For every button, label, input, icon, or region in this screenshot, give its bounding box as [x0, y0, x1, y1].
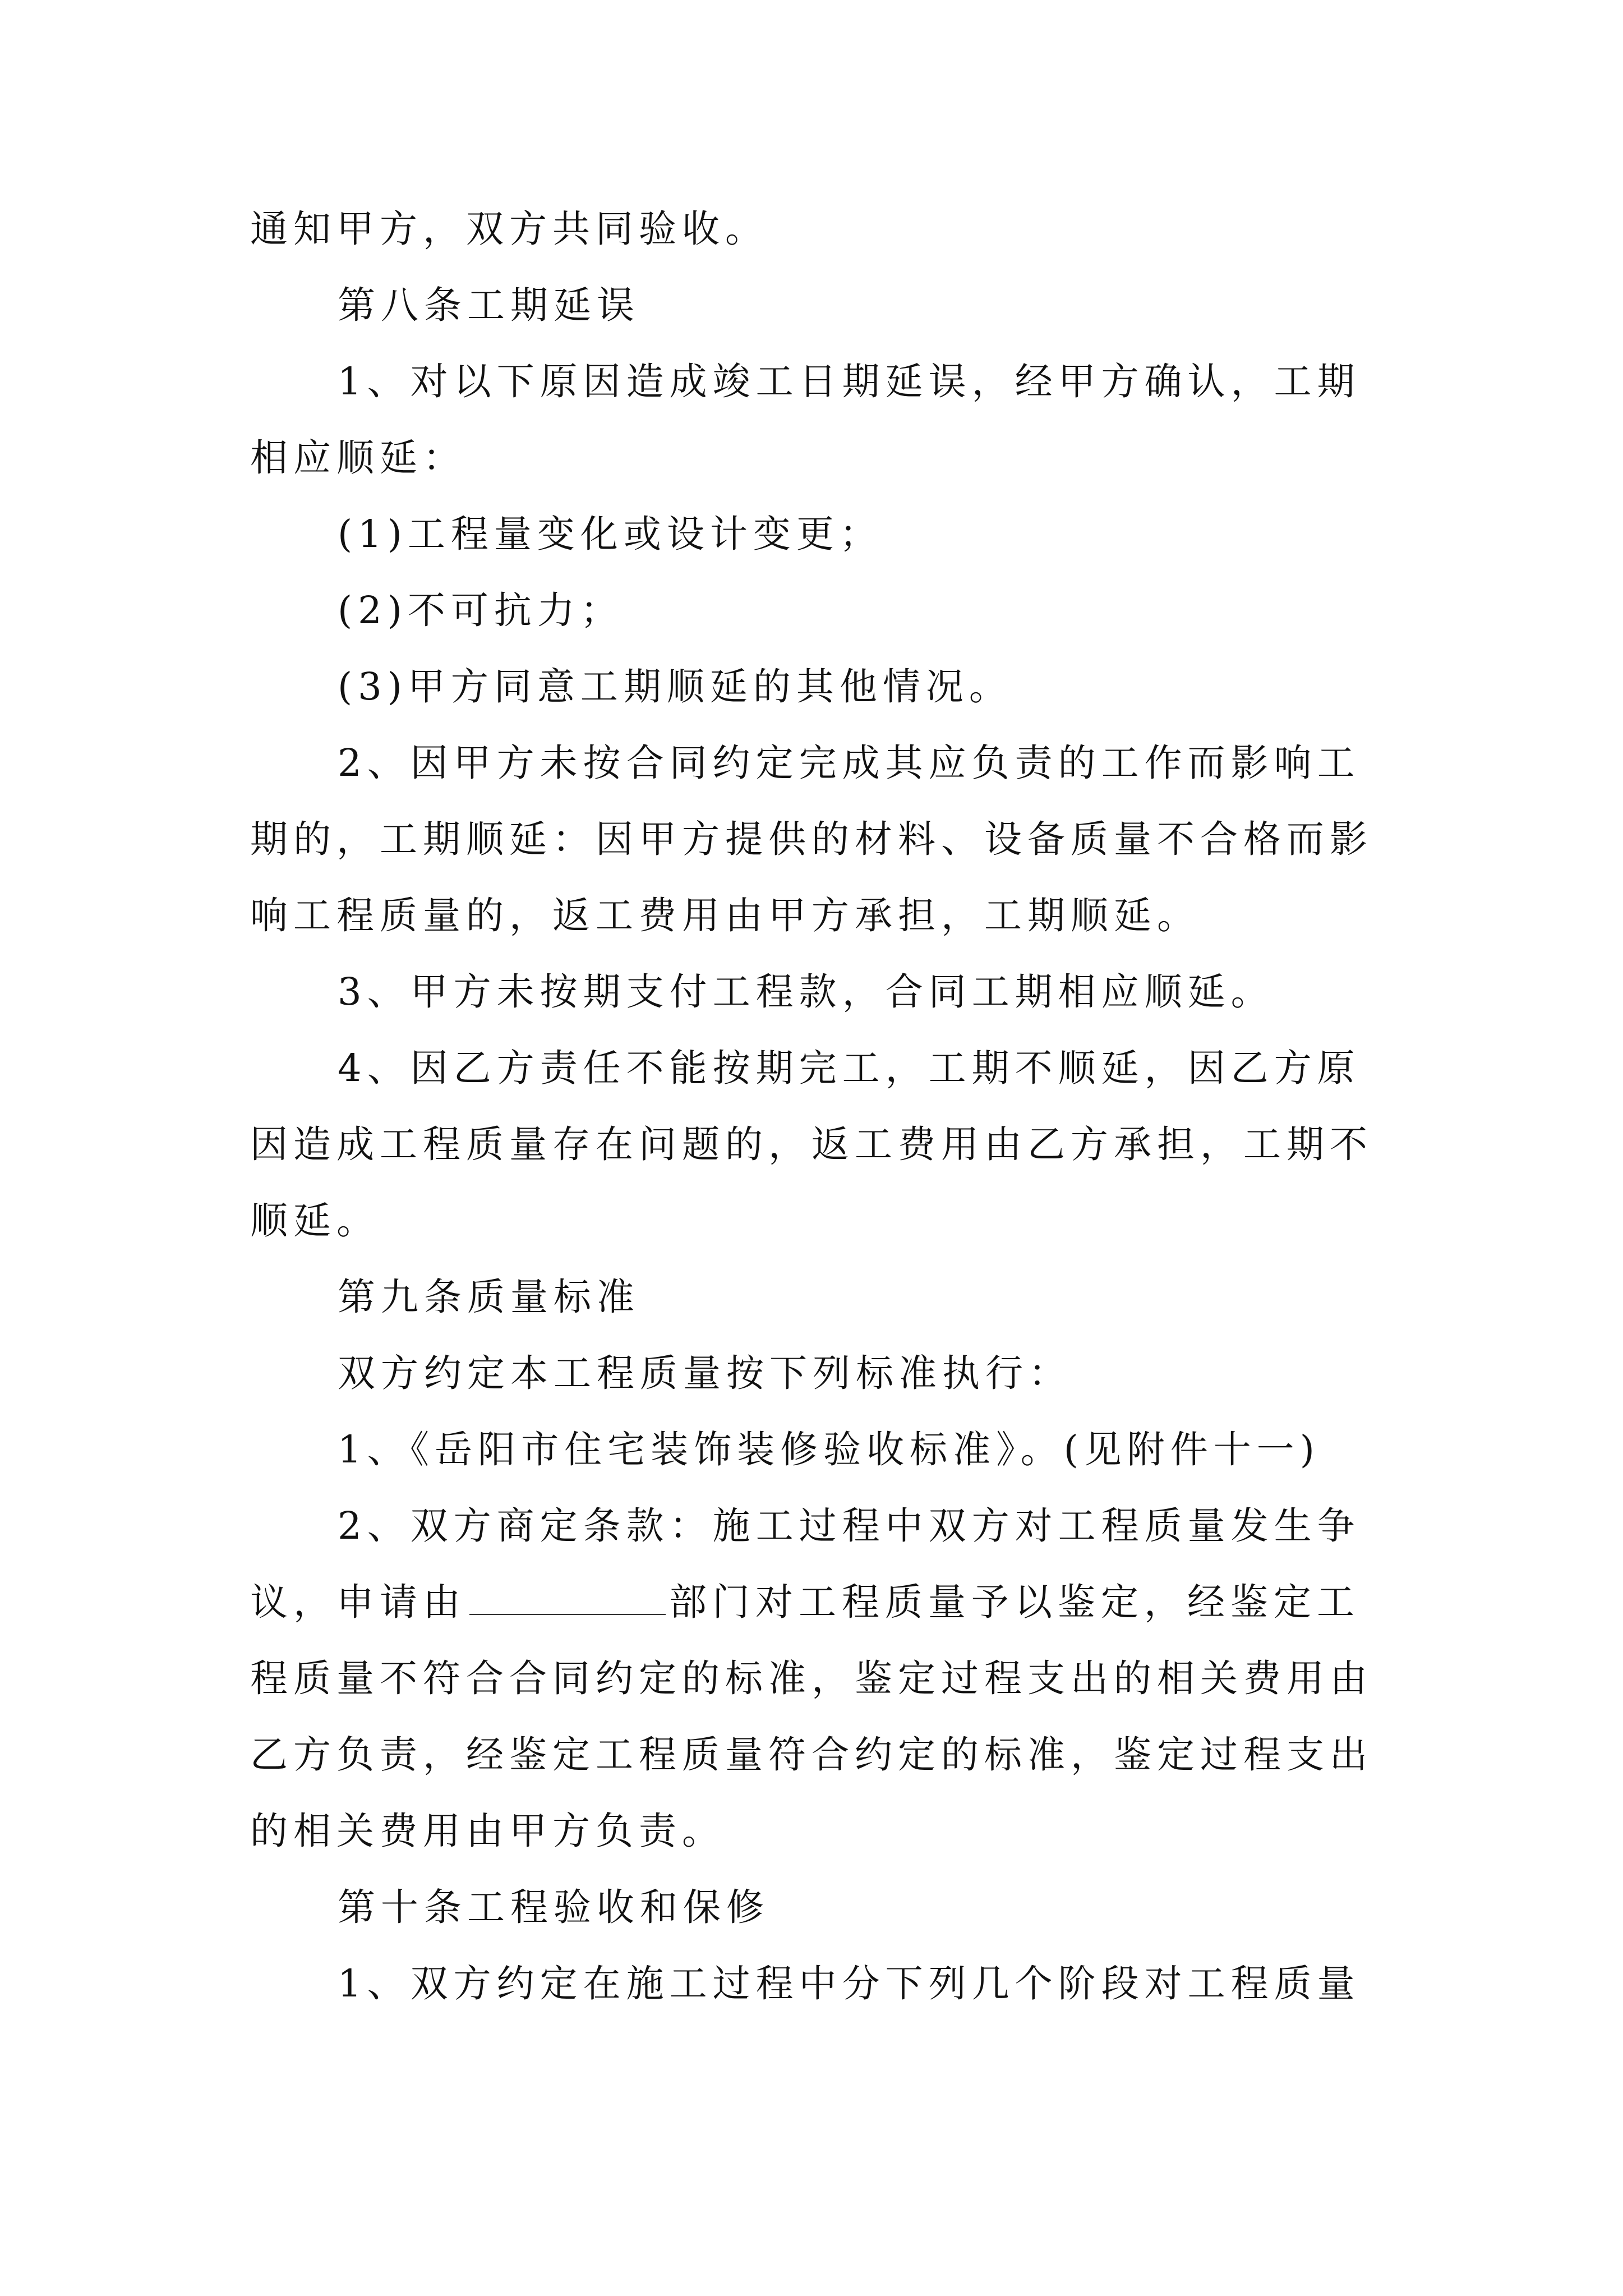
- paragraph-line: 程质量不符合合同约定的标准，鉴定过程支出的相关费用由: [250, 1657, 1373, 1700]
- line-text-before-blank: 议，申请由: [250, 1580, 466, 1624]
- paragraph-line: 2、因甲方未按合同约定完成其应负责的工作而影响工: [338, 741, 1361, 785]
- paragraph-line: 4、因乙方责任不能按期完工，工期不顺延，因乙方原: [338, 1046, 1361, 1090]
- section-heading: 第九条质量标准: [338, 1275, 640, 1319]
- paragraph-line: 相应顺延：: [250, 436, 466, 480]
- paragraph-line: 1、双方约定在施工过程中分下列几个阶段对工程质量: [338, 1962, 1361, 2005]
- paragraph-line: 乙方负责，经鉴定工程质量符合约定的标准，鉴定过程支出: [250, 1733, 1373, 1777]
- paragraph-line: 因造成工程质量存在问题的，返工费用由乙方承担，工期不: [250, 1122, 1373, 1166]
- paragraph-line: 3、甲方未按期支付工程款，合同工期相应顺延。: [338, 970, 1274, 1014]
- section-heading: 第十条工程验收和保修: [338, 1885, 769, 1929]
- line-text-after-blank: 部门对工程质量予以鉴定，经鉴定工: [669, 1580, 1360, 1624]
- paragraph-line-with-blank: [250, 1564, 1383, 1640]
- paragraph-line: 期的，工期顺延：因甲方提供的材料、设备质量不合格而影: [250, 817, 1373, 861]
- paragraph-line: 的相关费用由甲方负责。: [250, 1809, 725, 1853]
- paragraph-line: 顺延。: [250, 1199, 380, 1243]
- list-item: (2)不可抗力；: [338, 588, 624, 632]
- paragraph-line: 通知甲方，双方共同验收。: [250, 207, 768, 251]
- paragraph-line: 2、双方商定条款：施工过程中双方对工程质量发生争: [338, 1504, 1361, 1548]
- list-item: (1)工程量变化或设计变更；: [338, 512, 883, 556]
- paragraph-line: 响工程质量的，返工费用由甲方承担，工期顺延。: [250, 894, 1200, 937]
- document-body: [250, 191, 1383, 2022]
- list-item: 1、《岳阳市住宅装饰装修验收标准》。(见附件十一): [338, 1428, 1320, 1471]
- paragraph-line: 1、对以下原因造成竣工日期延误，经甲方确认，工期: [338, 360, 1361, 403]
- fill-in-blank: [469, 1580, 666, 1615]
- paragraph-line: 双方约定本工程质量按下列标准执行：: [338, 1351, 1072, 1395]
- section-heading: 第八条工期延误: [338, 283, 640, 327]
- list-item: (3)甲方同意工期顺延的其他情况。: [338, 665, 1012, 708]
